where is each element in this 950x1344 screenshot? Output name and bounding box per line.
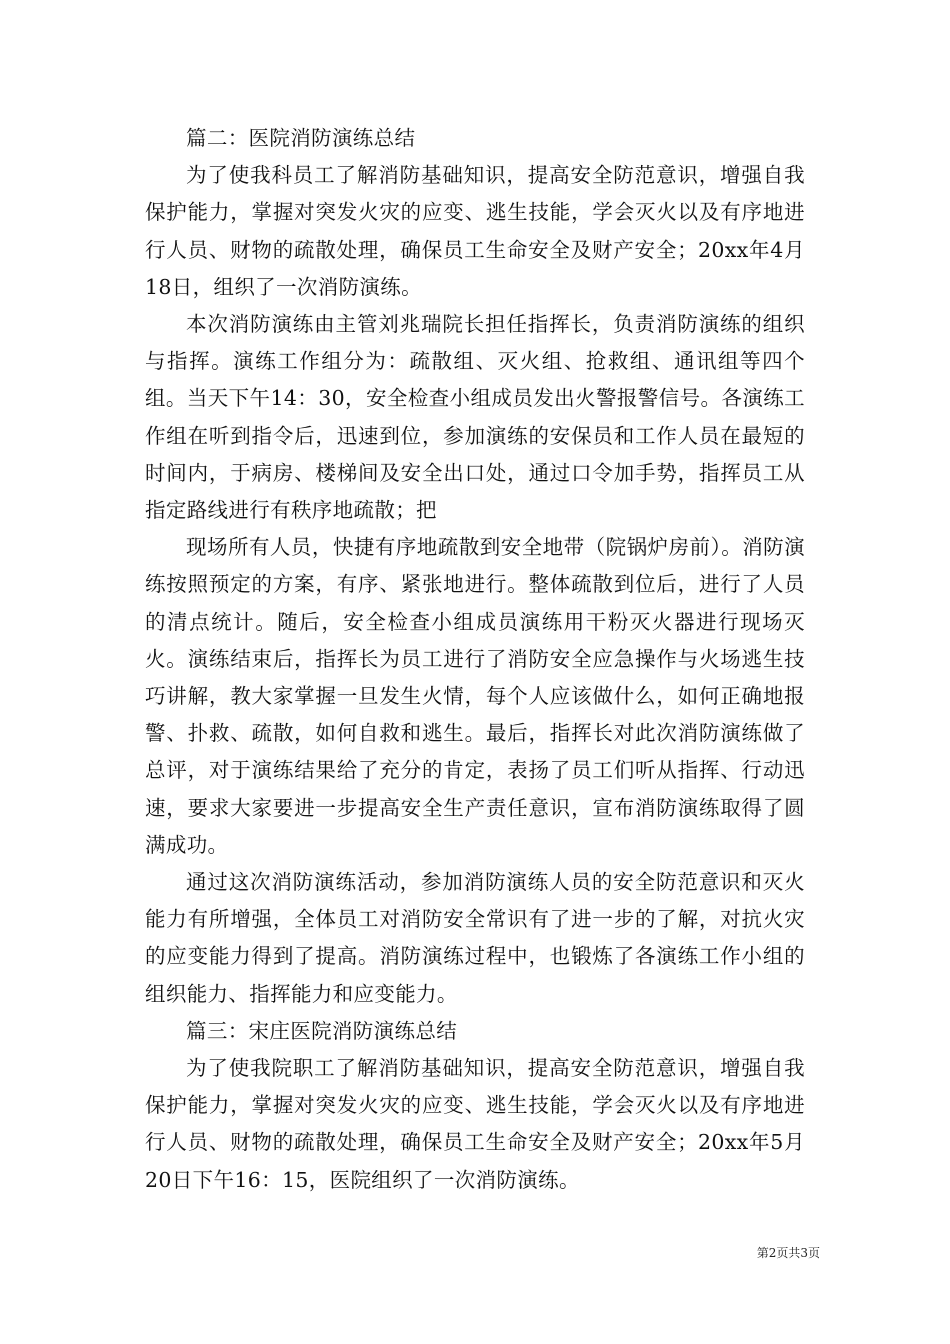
paragraph: 现场所有人员，快捷有序地疏散到安全地带（院锅炉房前）。消防演练按照预定的方案，有序、紧张地进行。整体疏散到位后，进行了人员的清点统计。随后，安全检查小组成员演练用干粉灭火器进行现场灭火。演练结束后，指挥长为员工进行了消防安全应急操作与火场逃生技巧讲解，教大家掌握一旦发生火情，每个人应该做什么，如何正确地报警、扑救、疏散，如何自救和逃生。最后，指挥长对此次消防演练做了总评，对于演练结果给了充分的肯定，表扬了员工们听从指挥、行动迅速，要求大家要进一步提高安全生产责任意识，宣布消防演练取得了圆满成功。: [145, 535, 805, 857]
paragraph: 通过这次消防演练活动，参加消防演练人员的安全防范意识和灭火能力有所增强，全体员工对消防安全常识有了进一步的了解，对抗火灾的应变能力得到了提高。消防演练过程中，也锻炼了各演练工作小组的组织能力、指挥能力和应变能力。: [145, 870, 805, 1006]
paragraph: 为了使我科员工了解消防基础知识，提高安全防范意识，增强自我保护能力，掌握对突发火灾的应变、逃生技能，学会灭火以及有序地进行人员、财物的疏散处理，确保员工生命安全及财产安全；20xx年4月18日，组织了一次消防演练。: [145, 163, 805, 299]
page-number: 第2页共3页: [756, 1246, 820, 1260]
section-heading: 篇二：医院消防演练总结: [186, 126, 416, 150]
paragraph: 为了使我院职工了解消防基础知识，提高安全防范意识，增强自我保护能力，掌握对突发火灾的应变、逃生技能，学会灭火以及有序地进行人员、财物的疏散处理，确保员工生命安全及财产安全；20xx年5月20日下午16：15，医院组织了一次消防演练。: [145, 1056, 805, 1192]
paragraph: 本次消防演练由主管刘兆瑞院长担任指挥长，负责消防演练的组织与指挥。演练工作组分为：疏散组、灭火组、抢救组、通讯组等四个组。当天下午14：30，安全检查小组成员发出火警报警信号。各演练工作组在听到指令后，迅速到位，参加演练的安保员和工作人员在最短的时间内，于病房、楼梯间及安全出口处，通过口令加手势，指挥员工从指定路线进行有秩序地疏散；把: [145, 312, 805, 523]
section-heading: 篇三：宋庄医院消防演练总结: [186, 1018, 458, 1043]
document-body: [145, 120, 805, 1199]
